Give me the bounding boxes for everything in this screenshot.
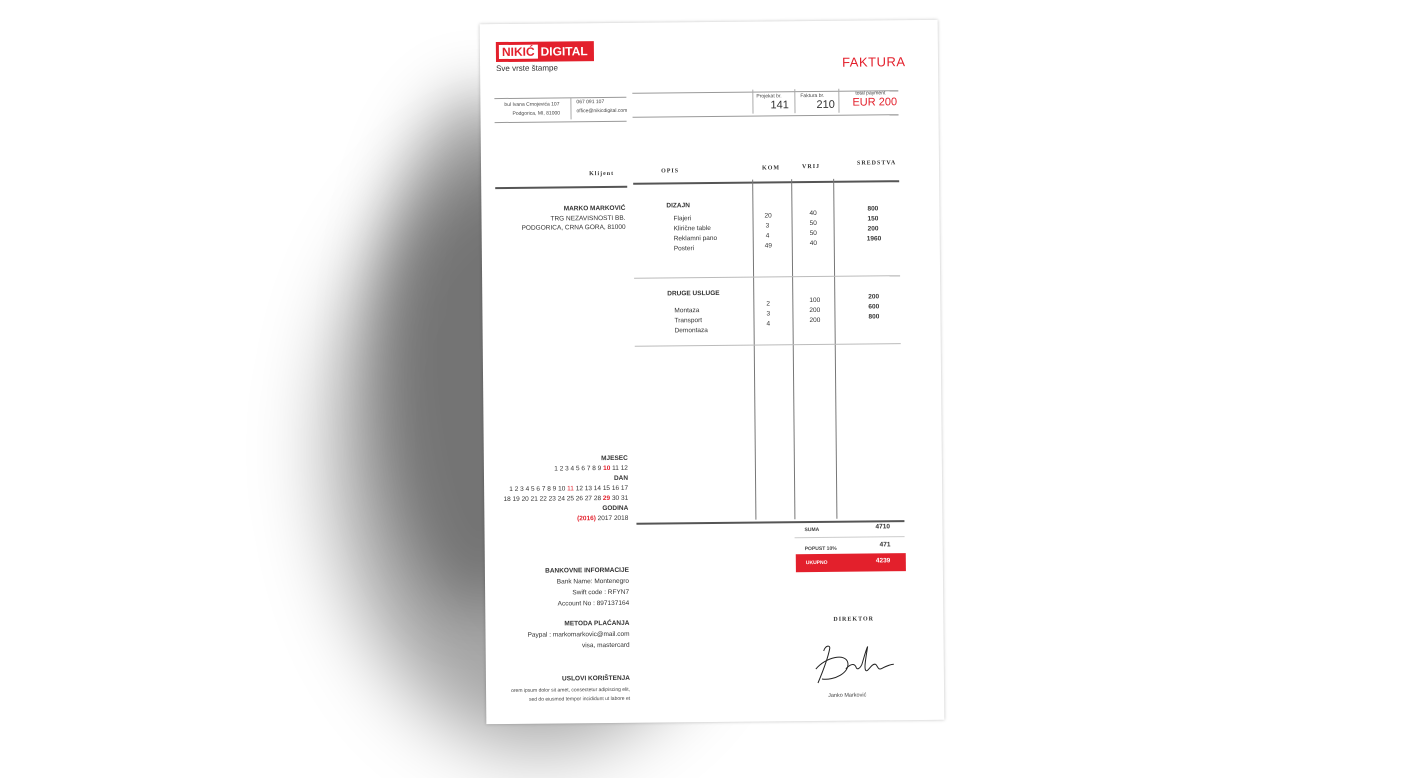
header-rule [633,180,899,184]
totals-rule [636,520,904,524]
payment-method-paypal: Paypal : markomarkovic@mail.com [527,630,630,639]
client-name: MARKO MARKOVIĆ [563,204,626,213]
qty-header: KOM [762,165,781,172]
payment-amount: EUR 200 [852,96,898,109]
line-item-name: Demontaza [674,327,708,335]
brand-logo [496,41,594,62]
line-item-amount: 150 [867,215,879,223]
total-label: UKUPNO [805,559,828,567]
line-item-qty: 4 [766,320,771,328]
payment-method-cards: visa, mastercard [581,641,630,650]
divider [633,114,899,118]
day-picker-row-1[interactable] [498,485,628,493]
month-picker[interactable] [498,465,628,473]
line-item-amount: 200 [867,225,879,233]
day-options[interactable]: 1 2 3 4 5 6 7 8 9 10 [509,485,566,493]
divider [838,89,839,113]
sum-label: SUMA [804,526,820,534]
project-number: 141 [770,99,789,112]
day-options[interactable]: 30 31 [611,494,629,502]
day-label: DAN [613,474,629,482]
day-option-highlight[interactable]: 11 [567,485,574,493]
divider [495,121,627,123]
year-selected[interactable]: (2016) [577,515,596,523]
invoice-sheet [480,20,945,724]
line-item-qty: 49 [764,242,773,250]
line-item-amount: 1960 [866,235,882,243]
invoice-number: 210 [816,98,835,111]
line-item-name: Montaza [674,307,700,315]
divider [795,536,905,538]
brand-tagline: Sve vrste štampe [496,63,558,74]
column-rule [752,180,756,520]
divider [494,97,626,99]
line-item-price: 40 [809,209,817,218]
project-label: Projekat br. [756,93,782,100]
terms-text-1: orem ipsum dolor sit amet, consectetur adipiscing elit, [511,686,631,694]
company-address-2: Podgorica, MI, 81000 [512,110,561,117]
group-divider [635,343,901,347]
logo-text-white: NIKIĆ [499,45,538,59]
line-item-name: Flajeri [673,215,692,223]
terms-text-2: sed do eiusmod tempor incididunt ut labore et [528,695,631,703]
day-picker-row-2[interactable] [498,495,628,503]
column-rule [791,179,795,519]
line-item-name: Transport [674,317,703,325]
line-item-price: 200 [809,316,821,325]
total-value: 4239 [875,557,891,565]
group-title: DRUGE USLUGE [667,289,720,298]
sum-value: 4710 [875,523,890,531]
signature-image [806,638,896,687]
line-item-price: 50 [809,219,817,228]
group-divider [634,275,900,279]
column-rule [833,179,837,519]
month-selected[interactable]: 10 [603,464,611,473]
month-options[interactable]: 11 12 [612,464,628,472]
company-phone: 067 091 107 [576,99,605,106]
payment-label: total payment [855,90,886,97]
line-item-amount: 200 [868,293,880,301]
document-title: FAKTURA [841,54,906,70]
divider [570,97,571,119]
line-item-qty: 3 [766,310,771,318]
client-address-2: PODGORICA, CRNA GORA, 81000 [521,223,626,232]
month-options[interactable]: 1 2 3 4 5 6 7 8 9 [554,465,602,473]
day-options[interactable]: 12 13 14 15 16 17 [575,484,629,493]
line-item-name: Posteri [673,245,695,253]
bank-account: Account No : 897137164 [557,599,630,608]
line-item-name: Reklamni pano [673,234,718,243]
company-email: office@nikicdigital.com [576,107,628,115]
line-item-amount: 800 [868,313,880,321]
amount-header: SREDSTVA [856,160,897,167]
discount-value: 471 [879,541,891,549]
terms-title: USLOVI KORIŠTENJA [561,674,630,683]
line-item-amount: 600 [868,303,880,311]
header-rule [495,186,627,189]
line-item-name: Klirične table [673,225,711,233]
line-item-price: 40 [809,239,818,248]
company-address-1: bul Ivana Crnojevića 107 [504,101,560,108]
year-options[interactable]: 2017 2018 [597,514,629,523]
bank-swift: Swift code : RFYN7 [572,588,630,597]
logo-text-red: DIGITAL [540,44,588,59]
divider [794,89,795,113]
invoice-label: Faktura br. [800,92,825,100]
year-picker[interactable] [498,515,628,523]
bank-name: Bank Name: Montenegro [556,577,630,586]
director-name: Janko Marković [828,692,867,699]
year-label: GODINA [602,504,629,513]
director-label: DIREKTOR [833,616,874,623]
line-item-amount: 800 [867,205,879,213]
desc-header: OPIS [661,168,680,175]
grand-total-bar [796,553,906,572]
line-item-qty: 2 [766,300,771,308]
line-item-qty: 4 [765,232,770,240]
line-item-price: 200 [809,306,821,315]
divider [752,90,753,114]
day-selected[interactable]: 29 [602,494,611,503]
client-address-1: TRG NEZAVISNOSTI BB. [550,214,626,223]
line-item-qty: 3 [765,222,770,230]
line-item-price: 100 [809,296,821,305]
month-label: MJESEC [601,454,628,463]
price-header: VRIJ [802,163,821,171]
discount-label: POPUST 10% [804,545,837,553]
day-options[interactable]: 18 19 20 21 22 23 24 25 26 27 28 [503,495,602,504]
line-item-qty: 20 [764,212,772,220]
payment-method-title: METODA PLAĆANJA [564,619,630,628]
bank-title: BANKOVNE INFORMACIJE [545,566,629,575]
client-header: Klijent [589,170,615,178]
group-title: DIZAJN [666,202,690,210]
line-item-price: 50 [809,229,817,238]
